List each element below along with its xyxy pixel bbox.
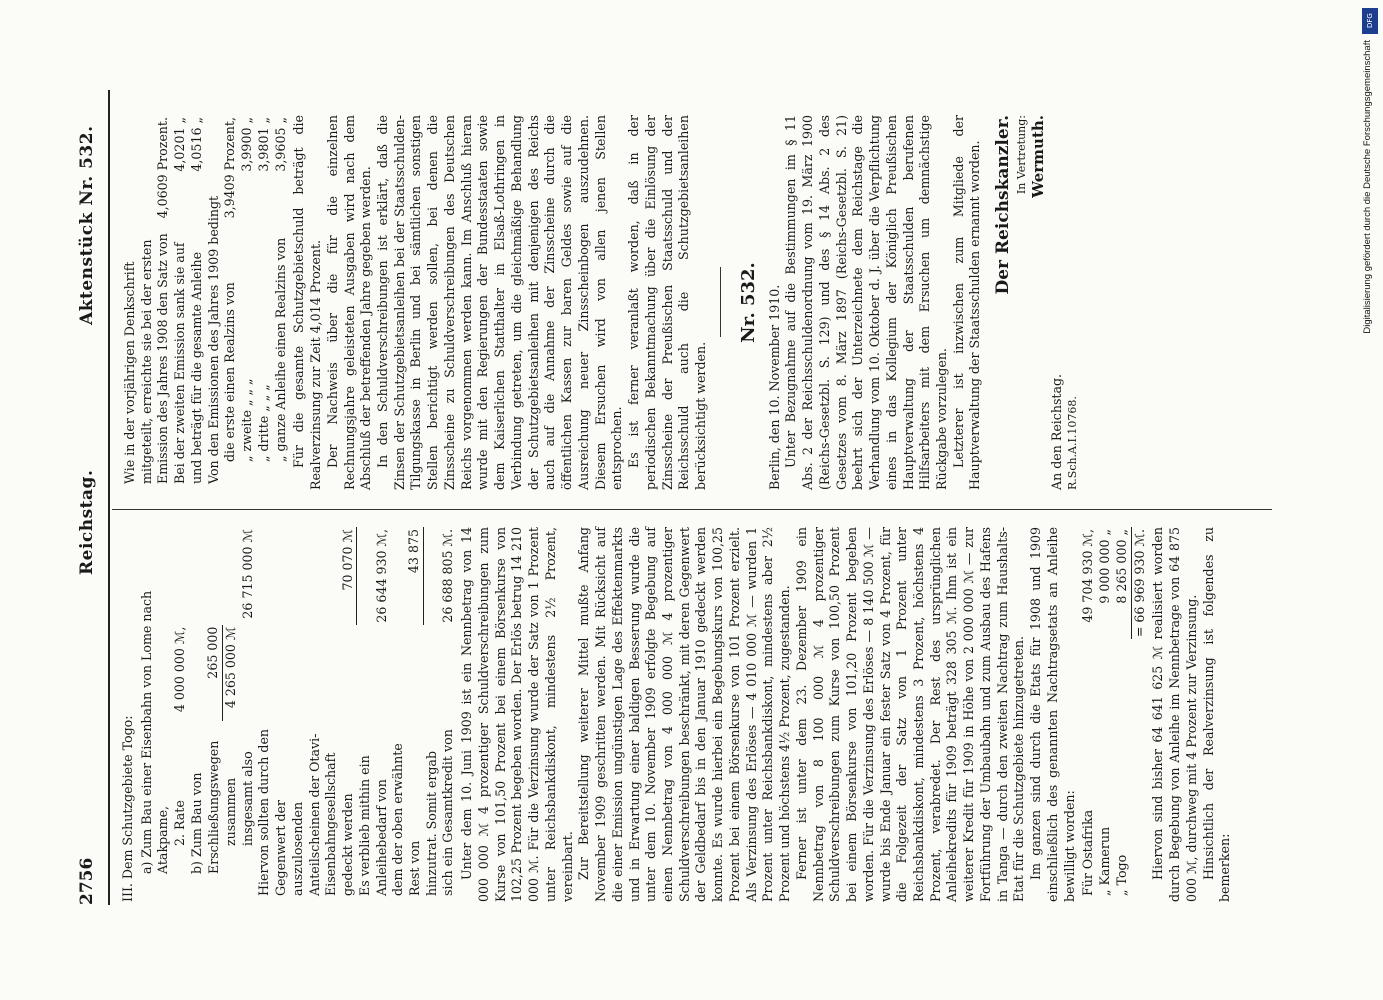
page-number: 2756 [77, 857, 97, 905]
table-row [1114, 527, 1131, 902]
item-b-text: b) Zum Bau von Erschließungswegen [188, 740, 221, 874]
gesamt-amount: 26 688 805 ℳ. [440, 529, 456, 623]
interest-value: 4,0201 „ [172, 117, 188, 172]
interest-text: Von den Emissionen des Jahres 1909 bedingt [205, 195, 221, 484]
togo-funding-table [139, 527, 457, 902]
interest-value: 4,0516 „ [188, 117, 204, 172]
table-row [239, 115, 256, 490]
paragraph: In den Schuldverschreibungen ist erklärt, daß die Zinsen der Schutzgebietsanleihen bei der Staatsschulden-Tilgungskasse in Berlin und bei sämtlichen sonstigen Stellen berichtigt werden sollen, bei denen die Zinsscheine zu Schuldverschreibungen des Deutschen Reichs vorgenommen werden kann. Im Anschluß hieran wurde mit den Regierungen der Bundesstaaten sowie dem Kaiserlichen Statthalter in Elsaß-Lothringen in Verbindung getreten, um die gleichmäßige Behandlung der Schutzgebietsanleihen mit denjenigen des Reichs auch auf die Annahme der Zinsscheine durch die öffentlichen Kassen zur baren Geldes sowie auf die Ausreichung neuer Zinsscheinbogen auszudehnen. Diesem Ersuchen wird von allen jenen Stellen entsprochen. [375, 115, 625, 490]
verblieb-amount: 26 644 930 ℳ, [373, 529, 389, 623]
table-row [424, 527, 457, 902]
zusammen-amount: 4 265 000 ℳ [222, 626, 238, 709]
item-b-amount: 265 000 [189, 625, 222, 721]
paragraph: Für die gesamte Schutzgebietschuld beträgt die Realverzinsung zur Zeit 4,014 Prozent. [291, 115, 324, 490]
table-row [172, 527, 189, 902]
section-divider [720, 268, 721, 338]
interest-text: Bei der zweiten Emission sank sie auf [172, 242, 188, 484]
rate-label: „ dritte „ „ „ [255, 384, 271, 462]
alloc-amount: 8 265 000 „ [1114, 527, 1131, 639]
alloc-label: „ Kamerun [1097, 826, 1113, 896]
signature-deputy: In Vertretung: [1014, 115, 1028, 195]
alloc-amount: 49 704 930 ℳ, [1080, 529, 1096, 623]
table-row [222, 115, 239, 490]
alloc-amount: 9 000 000 „ [1097, 529, 1113, 604]
interest-table [122, 115, 289, 490]
signer-name: Wermuth. [1029, 115, 1048, 198]
table-row [256, 527, 356, 902]
rate-value: 3,9900 „ [239, 117, 255, 172]
hinzutrat-text: hinzutrat. Somit ergab sich ein Gesamtkredit von [423, 729, 456, 896]
digitization-credit [1362, 8, 1380, 388]
alloc-label: Für Ostafrika [1080, 809, 1096, 896]
table-row [139, 527, 172, 902]
table-row [172, 115, 189, 490]
table-row [189, 527, 222, 902]
item-a-rate: 2. Rate [172, 800, 188, 846]
paragraph: Der Nachweis über die für die einzelnen Rechnungsjahre geleisteten Ausgaben wird nach dem Abschluß der betreffenden Jahre gegeben werden. [324, 115, 374, 490]
section-heading: III. Dem Schutzgebiete Togo: [120, 715, 135, 902]
table-row [240, 527, 257, 902]
alloc-label: „ Togo [1114, 854, 1130, 896]
item-a-text: a) Zum Bau einer Eisenbahn von Lome nach Atakpame, [138, 590, 171, 874]
table-row [1080, 527, 1097, 902]
paragraph: Es ist ferner veranlaßt worden, daß in der periodischen Bekanntmachung über die Einlösung der Zinsscheine der Preußischen Staatsschuld und der Reichsschuld auch die Schutzgebietsanleihen berücksichtigt werden. [626, 115, 708, 490]
column-divider [112, 509, 1272, 510]
insgesamt-amount: 26 715 000 ℳ [239, 529, 255, 619]
table-row [273, 115, 290, 490]
allocation-table [1080, 527, 1148, 902]
date-line: Berlin, den 10. November 1910. [766, 284, 782, 490]
table-row [256, 115, 273, 490]
running-head-right: Aktenstück Nr. 532. [77, 125, 97, 325]
rate-label: „ zweite „ „ „ [239, 378, 255, 462]
page-header [70, 90, 110, 905]
table-row [1097, 527, 1114, 902]
paragraph: Hinsichtlich der Realverzinsung ist folgendes zu bemerken: [1200, 527, 1233, 902]
hiervon-amount: 70 070 ℳ [256, 527, 356, 625]
alloc-total: = 66 969 930 ℳ. [1131, 529, 1147, 638]
left-column [120, 527, 1234, 902]
table-row [390, 527, 423, 902]
item-a-amount: 4 000 000 ℳ, [172, 626, 188, 713]
table-row [357, 527, 390, 902]
zusammen-label: zusammen [222, 777, 238, 846]
rate-label: „ ganze Anleihe einen Realzins von [272, 237, 288, 462]
interest-text: und beträgt für die gesamte Anleihe [188, 251, 204, 484]
paragraph: Unter Bezugnahme auf die Bestimmungen im § 11 Abs. 2 der Reichsschuldenordnung vom 19. März 1900 (Reichs-Gesetzbl. S. 129) und des § 14 Abs. 2 des Gesetzes vom 8. März 1897 (Reichs-Gesetzbl. S. 21) beehrt sich der Unterzeichnete dem Reichstage die Verhandlung vom 10. Oktober d. J. über die Verpflichtung eines in das Kollegium der Königlich Preußischen Hauptverwaltung der Staatsschulden berufenen Hilfsarbeiters mit dem Ersuchen um demnächstige Rückgabe vorzulegen. [783, 115, 949, 490]
running-head-left: Reichstag. [77, 469, 97, 575]
hiervon-text: Hiervon sollten durch den Gegenwert der auszulosenden Anteilscheinen der Otavi-Eisenbahngesellschaft gedeckt werden [256, 728, 356, 896]
rate-value: 3,9605 „ [272, 117, 288, 172]
rate-value: 3,9409 Prozent, [222, 117, 238, 219]
table-row [222, 527, 239, 902]
paragraph: Letzterer ist inzwischen zum Mitgliede der Hauptverwaltung der Staatsschulden ernannt worden. [950, 115, 983, 490]
header-rule [108, 90, 110, 905]
rest-amount: 43 875 [390, 527, 423, 625]
reference-number: R.Sch.A.I.10768. [1066, 396, 1080, 490]
document-number: Nr. 532. [737, 262, 759, 343]
paragraph: Zur Bereitstellung weiterer Mittel mußte Anfang November 1909 geschritten werden. Mit Rücksicht auf die einer Emission ungünstigen Lage des Effektenmarkts und in Erwartung einer baldigen Besserung wurde die unter dem 10. November 1909 erfolgte Begebung auf einen Nennbetrag von 4 000 000 ℳ 4 prozentiger Schuldverschreibungen beschränkt, mit deren Gegenwert der Geldbedarf bis in den Januar 1910 gedeckt werden konnte. Es wurde hierbei ein Begebungskurs von 100,25 Prozent bei einem Börsenkurse von 101 Prozent erzielt. Als Verzinsung des Erlöses — 4 010 000 ℳ — wurden 1 Prozent unter Reichsbankdiskont, mindestens aber 2½ Prozent und höchstens 4½ Prozent, zugestanden. [576, 527, 793, 902]
rate-label: die erste einen Realzins von [222, 282, 238, 462]
paragraph: Unter dem 10. Juni 1909 ist ein Nennbetrag von 14 000 000 ℳ 4 prozentiger Schuldverschreibungen zum Kurse von 101,50 Prozent bei einem Börsenkurse von 102,25 Prozent begeben worden. Der Erlös betrug 14 210 000 ℳ. Für die Verzinsung wurde der Satz von 1 Prozent unter Reichsbankdiskont, mindestens 2½ Prozent, vereinbart. [459, 527, 575, 902]
verblieb-text: Es verblieb mithin ein Anleihebedarf von [356, 755, 389, 896]
table-row [1131, 527, 1148, 902]
table-row [122, 115, 172, 490]
right-column [120, 115, 1081, 490]
credit-text: Digitalisierung gefördert durch die Deutsche Forschungsgemeinschaft [1362, 40, 1373, 334]
table-row [206, 115, 223, 490]
paragraph: Ferner ist unter dem 23. Dezember 1909 ein Nennbetrag von 8 100 000 ℳ 4 prozentiger Schuldverschreibungen zum Kurse von 100,50 Prozent bei einem Börsenkurse von 101,20 Prozent begeben worden. Für die Verzinsung des Erlöses — 8 140 500 ℳ — wurde bis Ende Januar ein fester Satz von 4 Prozent, für die Folgezeit der Satz von 1 Prozent unter Reichsbankdiskont, mindestens 3 Prozent, höchstens 4 Prozent, verabredet. Der Rest des ursprünglichen Anleihekredits für 1909 beträgt 328 305 ℳ. Ihm ist ein weiterer Kredit für 1909 in Höhe von 2 000 000 ℳ — zur Fortführung der Umbaubahn und zum Ausbau des Hafens in Tanga — durch den zweiten Nachtrag zum Haushalts-Etat für die Schutzgebiete hinzugetreten. [793, 527, 1027, 902]
addressee: An den Reichstag. [1049, 373, 1065, 490]
interest-text: Wie in der vorjährigen Denkschrift mitgeteilt, erreichte sie bei der ersten Emission des Jahres 1908 den Satz von [122, 233, 171, 484]
table-row [189, 115, 206, 490]
rate-value: 3,9801 „ [255, 117, 271, 172]
rest-text: dem der oben erwähnte Rest von [390, 743, 422, 896]
paragraph: Im ganzen sind durch die Etats für 1908 und 1909 einschließlich des genannten Nachtragsetats an Anleihe bewilligt worden: [1028, 527, 1077, 902]
dfg-logo-icon: DFG [1362, 8, 1378, 34]
signature-title: Der Reichskanzler. [993, 115, 1014, 295]
interest-value: 4,0609 Prozent. [155, 117, 171, 219]
insgesamt-label: insgesamt also [239, 751, 255, 846]
paragraph: Hiervon sind bisher 64 641 625 ℳ realisiert worden durch Begebung von Anleihe im Nennbetrage von 64 875 000 ℳ, durchweg mit 4 Prozent zur Verzinsung. [1150, 527, 1199, 902]
